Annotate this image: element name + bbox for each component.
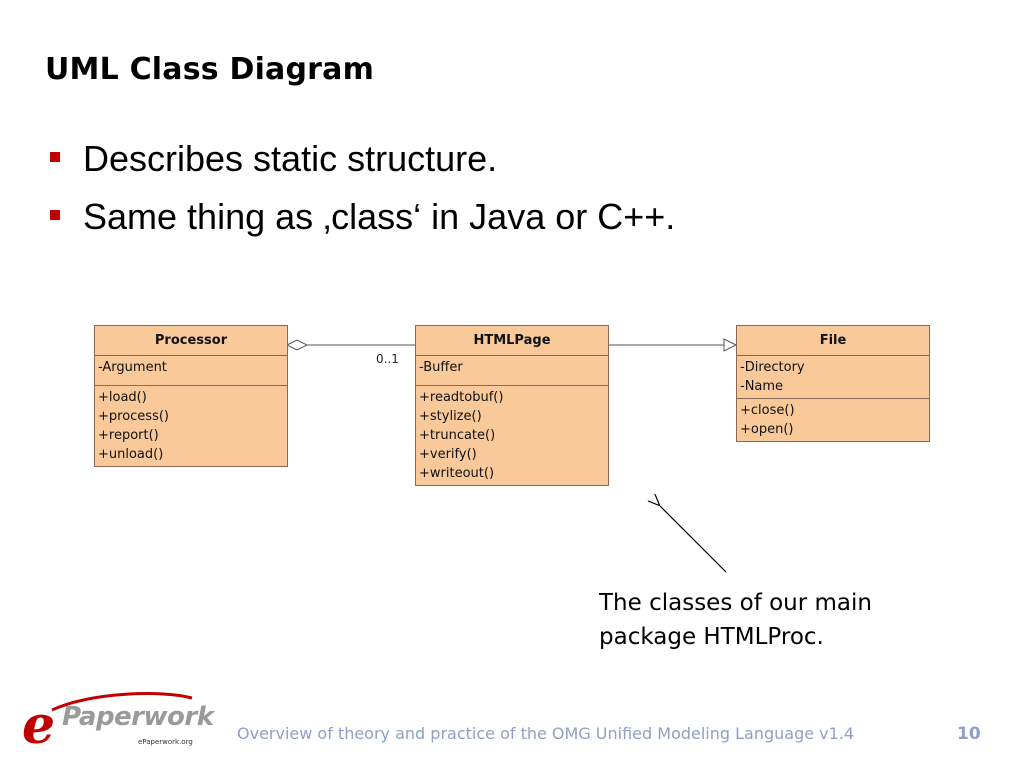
class-attribute: -Directory (740, 360, 805, 375)
logo-initial: e (22, 695, 56, 756)
class-attributes (416, 356, 608, 386)
class-attribute: -Argument (98, 360, 167, 375)
logo-wordmark: Paperwork (62, 702, 214, 732)
class-operation: +unload() (98, 447, 164, 462)
epaperwork-logo (22, 692, 222, 758)
class-processor (94, 325, 288, 467)
class-operation: +load() (98, 390, 147, 405)
class-operations (416, 386, 608, 485)
class-operations (95, 386, 287, 466)
class-htmlpage (415, 325, 609, 486)
class-operation: +readtobuf() (419, 390, 504, 405)
class-attributes (737, 356, 929, 399)
class-operation: +writeout() (419, 466, 495, 481)
bullet-text: Describes static structure. (83, 138, 498, 179)
callout-text (599, 586, 929, 654)
callout-line: package HTMLProc. (599, 624, 824, 650)
class-attributes (95, 356, 287, 386)
slide-title: UML Class Diagram (45, 52, 375, 87)
callout-line: The classes of our main (599, 590, 872, 616)
class-operation: +close() (740, 403, 795, 418)
logo-subtext: ePaperwork.org (138, 738, 193, 746)
class-operation: +report() (98, 428, 159, 443)
footer-text: Overview of theory and practice of the OMG Unified Modeling Language v1.4 (237, 724, 855, 743)
multiplicity-label: 0..1 (376, 352, 399, 366)
class-attribute: -Name (740, 379, 784, 394)
class-operation: +truncate() (419, 428, 496, 443)
class-operation: +verify() (419, 447, 477, 462)
generalization-arrow-icon (724, 339, 736, 351)
bullet-text: Same thing as ‚class‘ in Java or C++. (83, 196, 676, 237)
class-operation: +open() (740, 422, 794, 437)
class-attribute: -Buffer (419, 360, 463, 375)
class-operation: +process() (98, 409, 169, 424)
callout-arrow (659, 505, 726, 572)
page-number: 10 (957, 724, 981, 744)
class-operations (737, 399, 929, 441)
class-operation: +stylize() (419, 409, 482, 424)
class-file (736, 325, 930, 442)
class-name: HTMLPage (416, 326, 608, 356)
class-name: Processor (95, 326, 287, 356)
aggregation-diamond-icon (287, 340, 307, 350)
class-name: File (737, 326, 929, 356)
